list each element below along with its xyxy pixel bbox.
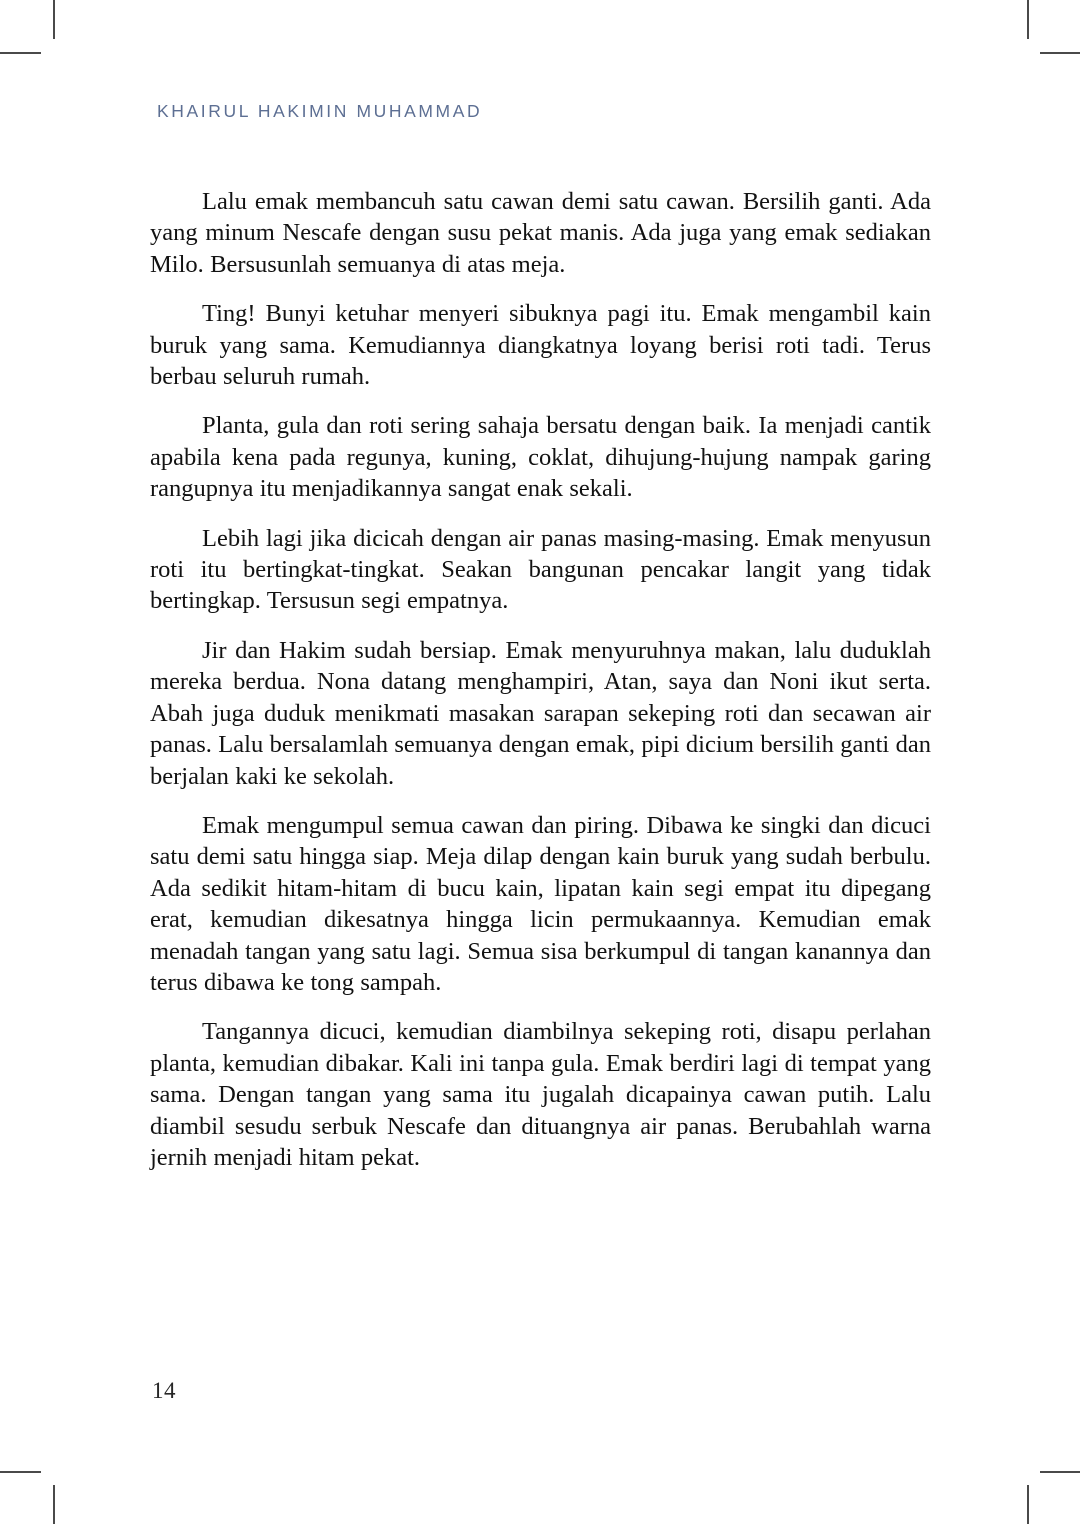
crop-mark-bottom-left-vertical [53,1485,55,1524]
crop-mark-top-left-horizontal [0,52,41,54]
running-head-author: KHAIRUL HAKIMIN MUHAMMAD [157,101,483,121]
crop-mark-bottom-right-vertical [1027,1485,1029,1524]
body-paragraph: Ting! Bunyi ketuhar menyeri sibuknya pagi itu. Emak mengambil kain buruk yang sama. Kemudiannya diangkatnya loyang berisi roti tadi. Terus berbau seluruh rumah. [150,300,931,391]
body-paragraph: Planta, gula dan roti sering sahaja bersatu dengan baik. Ia menjadi cantik apabila kena pada regunya, kuning, coklat, dihujung-hujung nampak garing rangupnya itu menjadikannya sangat enak sekali. [150,412,931,503]
crop-mark-bottom-left-horizontal [0,1471,41,1473]
page-number: 14 [152,1378,176,1403]
body-paragraph: Lebih lagi jika dicicah dengan air panas masing-masing. Emak menyusun roti itu bertingkat-tingkat. Seakan bangunan pencakar langit yang tidak bertingkap. Tersusun segi empatnya. [150,524,931,615]
body-paragraph: Emak mengumpul semua cawan dan piring. Dibawa ke singki dan dicuci satu demi satu hingga siap. Meja dilap dengan kain buruk yang sudah berbulu. Ada sedikit hitam-hitam di bucu kain, lipatan kain segi empat itu dipegang erat, kemudian dikesatnya hingga licin permukaannya. Kemudian emak menadah tangan yang satu lagi. Semua sisa berkumpul di tangan kanannya dan terus dibawa ke tong sampah. [150,811,931,996]
crop-mark-top-left-vertical [53,0,55,39]
body-paragraph: Tangannya dicuci, kemudian diambilnya sekeping roti, disapu perlahan planta, kemudian dibakar. Kali ini tanpa gula. Emak berdiri lagi di tempat yang sama. Dengan tangan yang sama itu jugalah dicapainya cawan putih. Lalu diambil sesudu serbuk Nescafe dan dituangnya air panas. Berubahlah warna jernih menjadi hitam pekat. [150,1018,931,1171]
body-paragraph: Lalu emak membancuh satu cawan demi satu cawan. Bersilih ganti. Ada yang minum Nescafe dengan susu pekat manis. Ada juga yang emak sediakan Milo. Bersusunlah semuanya di atas meja. [150,188,931,278]
crop-mark-top-right-horizontal [1040,52,1080,54]
crop-mark-bottom-right-horizontal [1040,1471,1080,1473]
body-paragraph: Jir dan Hakim sudah bersiap. Emak menyuruhnya makan, lalu duduklah mereka berdua. Nona datang menghampiri, Atan, saya dan Noni ikut serta. Abah juga duduk menikmati masakan sarapan sekeping roti dan secawan air panas. Lalu bersalamlah semuanya dengan emak, pipi dicium bersilih ganti dan berjalan kaki ke sekolah. [150,636,931,790]
body-text-block [150,186,931,1173]
crop-mark-top-right-vertical [1027,0,1029,39]
